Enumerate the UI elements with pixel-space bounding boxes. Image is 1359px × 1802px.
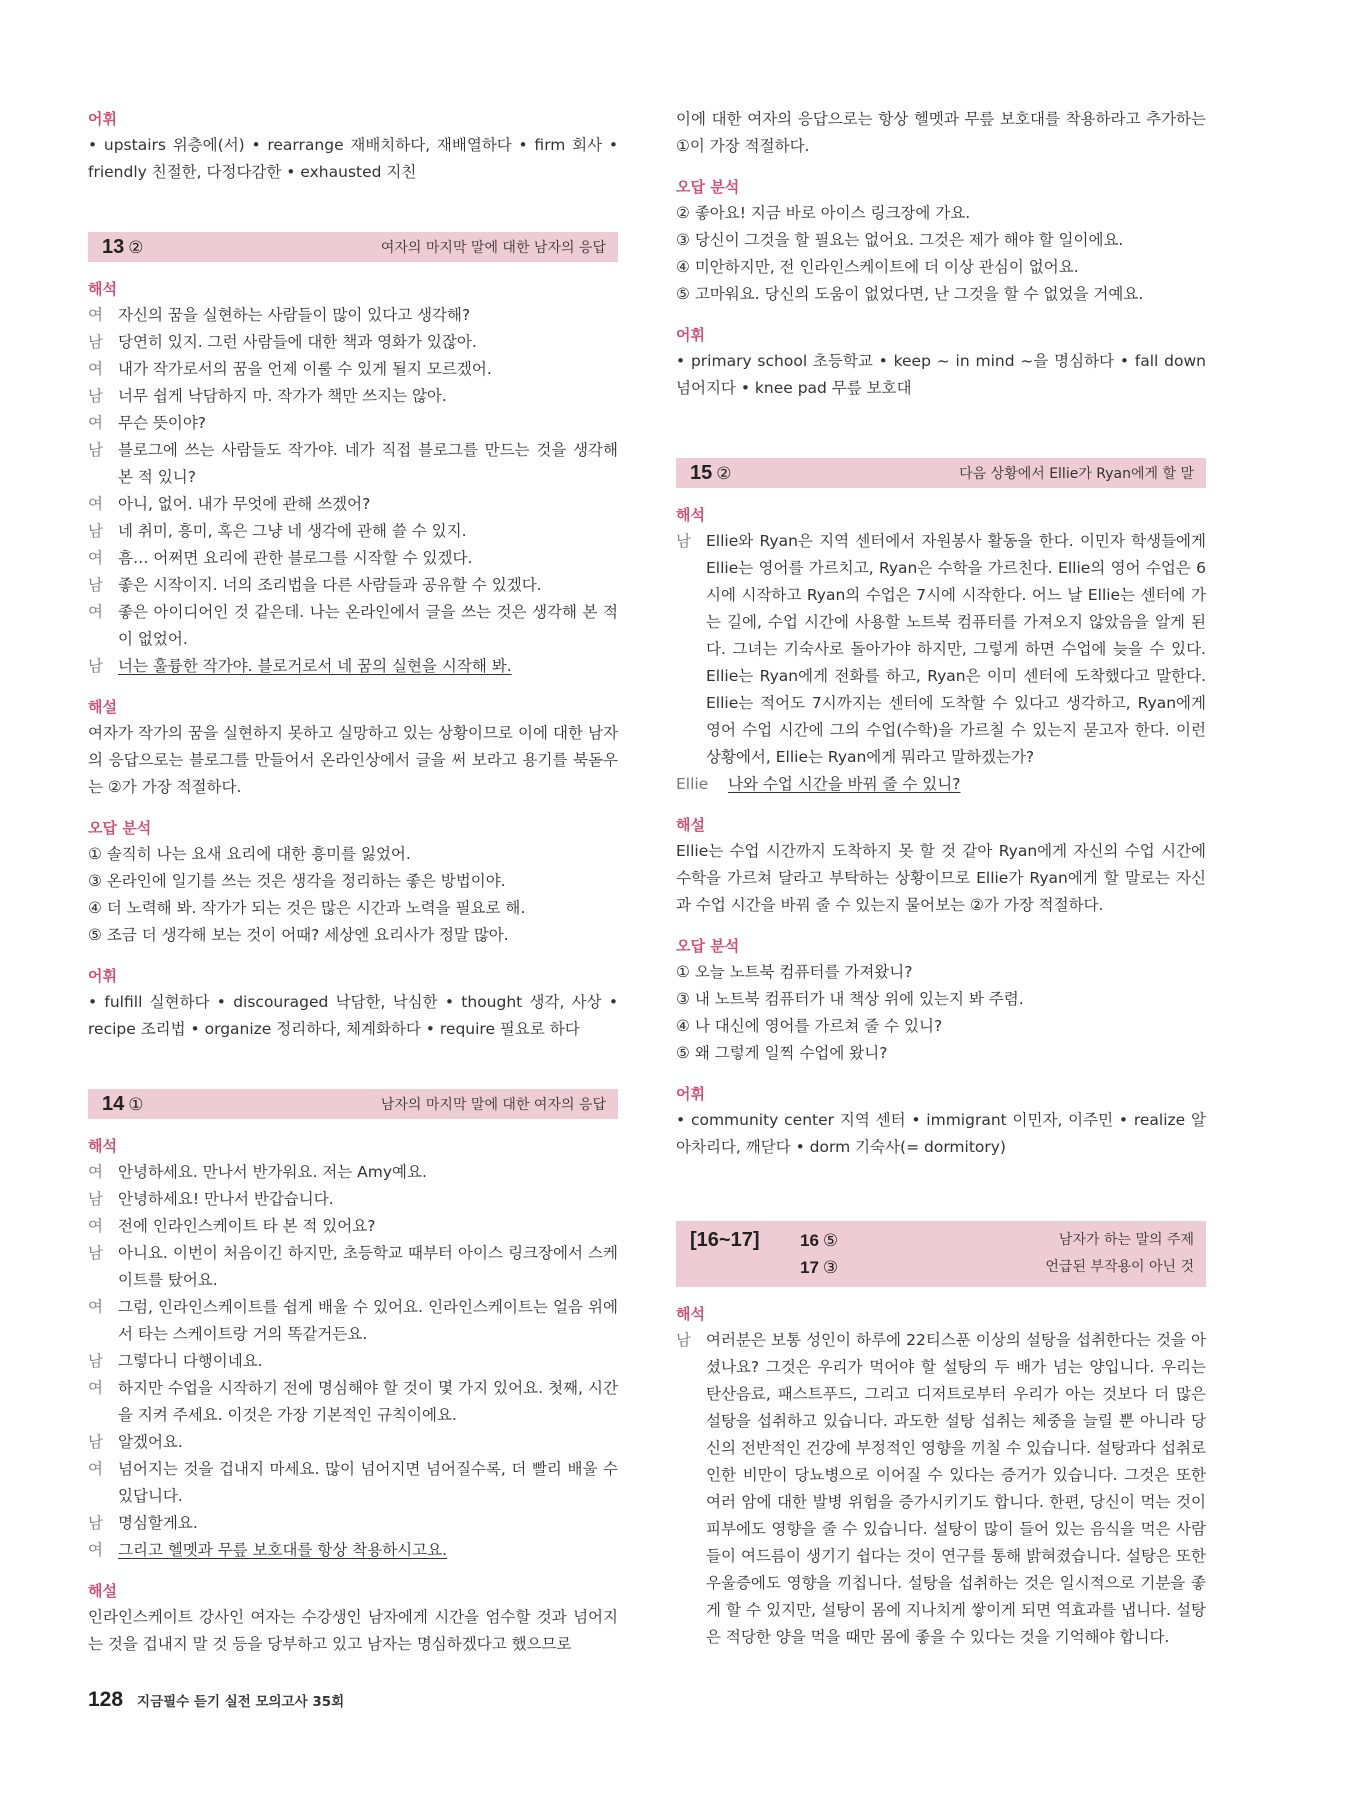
dialog-line [88, 518, 618, 545]
answer-line: 그리고 헬멧과 무릎 보호대를 항상 착용하시고요. [118, 1541, 448, 1559]
speaker: 남 [88, 1352, 103, 1370]
wrong-answer-list [88, 841, 618, 949]
wrong-answer-option: ② 좋아요! 지금 바로 아이스 링크장에 가요. [676, 204, 971, 222]
answer-mark: ② [716, 463, 732, 483]
dialog-line [88, 572, 618, 599]
dialog-line [88, 491, 618, 518]
answer-line: 나와 수업 시간을 바꿔 줄 수 있니? [728, 775, 961, 793]
speaker: 남 [88, 1433, 103, 1451]
explanation-text-continued: 이에 대한 여자의 응답으로는 항상 헬멧과 무릎 보호대를 착용하라고 추가하는 ①이 가장 적절하다. [676, 110, 1206, 155]
speaker: 여 [88, 306, 103, 324]
speaker: 남 [88, 1514, 103, 1532]
question-16-row [800, 1227, 1194, 1254]
question-15-header [676, 458, 1206, 488]
dialog-text: 그럼, 인라인스케이트를 쉽게 배울 수 있어요. 인라인스케이트는 얼음 위에서 타는 스케이트랑 거의 똑같거든요. [118, 1298, 618, 1343]
speaker: 남 [88, 1190, 103, 1208]
dialog-line [88, 1294, 618, 1348]
answer-mark: ③ [822, 1258, 839, 1277]
dialog-text: 알겠어요. [118, 1433, 183, 1451]
wrong-answer-option: ① 솔직히 나는 요새 요리에 대한 흥미를 잃었어. [88, 845, 411, 863]
speaker: 남 [88, 522, 103, 540]
dialog-line-answer [88, 1537, 618, 1564]
translation-heading: 해석 [676, 1305, 705, 1323]
dialog-text: 블로그에 쓰는 사람들도 작가야. 네가 직접 블로그를 만드는 것을 생각해 본 적 있니? [118, 441, 618, 486]
wrong-answer-heading: 오답 분석 [676, 937, 740, 955]
wrong-answer-option: ④ 미안하지만, 전 인라인스케이트에 더 이상 관심이 없어요. [676, 258, 1079, 276]
vocab-text: • upstairs 위층에(서) • rearrange 재배치하다, 재배열하다 • firm 회사 • friendly 친절한, 다정다감한 • exhausted 지친 [88, 136, 618, 181]
dialog-q14 [88, 1159, 618, 1537]
speaker: 남 [676, 532, 691, 550]
left-column [88, 106, 618, 1658]
explanation-heading: 해설 [676, 816, 705, 834]
dialog-text: 안녕하세요! 만나서 반갑습니다. [118, 1190, 334, 1208]
question-number: 16 ⑤ [800, 1231, 839, 1250]
dialog-text: 흠… 어쩌면 요리에 관한 블로그를 시작할 수 있겠다. [118, 549, 473, 567]
dialog-text: 하지만 수업을 시작하기 전에 명심해야 할 것이 몇 가지 있어요. 첫째, 시간을 지켜 주세요. 이것은 가장 기본적인 규칙이에요. [118, 1379, 618, 1424]
dialog-text: 네 취미, 흥미, 혹은 그냥 네 생각에 관해 쓸 수 있지. [118, 522, 467, 540]
speaker: 여 [88, 495, 103, 513]
speaker: 여 [88, 414, 103, 432]
speaker: 남 [88, 1244, 103, 1262]
right-column [676, 106, 1206, 1651]
speaker: 남 [88, 441, 103, 459]
dialog-line [88, 1456, 618, 1510]
dialog-text: 안녕하세요. 만나서 반가워요. 저는 Amy예요. [118, 1163, 427, 1181]
vocab-heading: 어휘 [88, 110, 117, 128]
dialog-text: 아니요. 이번이 처음이긴 하지만, 초등학교 때부터 아이스 링크장에서 스케이트를 탔어요. [118, 1244, 618, 1289]
page-footer [88, 1688, 344, 1712]
translation-heading: 해석 [676, 506, 705, 524]
question-number: 15 ② [690, 461, 732, 484]
answer-mark: ② [128, 237, 144, 257]
dialog-text: 좋은 시작이지. 너의 조리법을 다른 사람들과 공유할 수 있겠다. [118, 576, 542, 594]
wrong-answer-option: ⑤ 왜 그렇게 일찍 수업에 왔니? [676, 1044, 888, 1062]
dialog-text: 내가 작가로서의 꿈을 언제 이룰 수 있게 될지 모르겠어. [118, 360, 492, 378]
dialog-line [88, 1510, 618, 1537]
explanation-heading: 해설 [88, 698, 117, 716]
dialog-line [88, 1429, 618, 1456]
speaker: 남 [88, 333, 103, 351]
dialog-q13 [88, 302, 618, 653]
question-description: 언급된 부작용이 아닌 것 [1045, 1259, 1194, 1275]
speaker: 여 [88, 360, 103, 378]
vocab-heading: 어휘 [88, 967, 117, 985]
answer-line: 너는 훌륭한 작가야. 블로거로서 네 꿈의 실현을 시작해 봐. [118, 657, 512, 675]
vocab-text: • primary school 초등학교 • keep ~ in mind ~을 명심하다 • fall down 넘어지다 • knee pad 무릎 보호대 [676, 352, 1206, 397]
narration [676, 528, 1206, 771]
narration-text: Ellie와 Ryan은 지역 센터에서 자원봉사 활동을 한다. 이민자 학생들에게 Ellie는 영어를 가르치고, Ryan은 수학을 가르친다. Ellie의 영어 수업은 6시에 시작하고 Ryan의 수업은 7시에 시작한다. 어느 날 Ellie는 센터에 가는 길에, 수업 시간에 사용할 노트북 컴퓨터를 가져오지 않았음을 알게 된다. 그녀는 기숙사로 돌아가야 하지만, 그렇게 하면 수업에 늦을 수 있다. Ellie는 Ryan에게 전화를 하고, Ryan은 이미 센터에 도착했다고 말한다. Ellie는 적어도 7시까지는 센터에 도착할 수 있다고 생각하고, Ryan에게 영어 수업 시간에 그의 수업(수학)을 가르칠 수 있는지 묻고자 한다. 이런 상황에서, Ellie는 Ryan에게 뭐라고 말하겠는가? [706, 532, 1206, 766]
wrong-answer-option: ③ 내 노트북 컴퓨터가 내 책상 위에 있는지 봐 주렴. [676, 990, 1024, 1008]
speaker: 여 [88, 1298, 103, 1316]
question-13-header [88, 232, 618, 262]
dialog-line [88, 437, 618, 491]
wrong-answer-option: ⑤ 고마워요. 당신의 도움이 없었다면, 난 그것을 할 수 없었을 거예요. [676, 285, 1144, 303]
dialog-text: 자신의 꿈을 실현하는 사람들이 많이 있다고 생각해? [118, 306, 471, 324]
speaker: 남 [676, 1331, 691, 1349]
page-number: 128 [88, 1688, 124, 1711]
speaker: 남 [88, 576, 103, 594]
speaker: 남 [88, 657, 103, 675]
dialog-line-answer [676, 771, 1206, 798]
wrong-answer-list [676, 959, 1206, 1067]
explanation-text: 여자가 작가의 꿈을 실현하지 못하고 실망하고 있는 상황이므로 이에 대한 남자의 응답으로는 블로그를 만들어서 온라인상에서 글을 써 보라고 용기를 북돋우는 ②가 가장 적절하다. [88, 724, 618, 796]
dialog-text: 명심할게요. [118, 1514, 198, 1532]
question-number: 13 ② [102, 235, 144, 258]
explanation-text: 인라인스케이트 강사인 여자는 수강생인 남자에게 시간을 엄수할 것과 넘어지는 것을 겁내지 말 것 등을 당부하고 있고 남자는 명심하겠다고 했으므로 [88, 1608, 618, 1653]
speaker: 여 [88, 1379, 103, 1397]
dialog-line [88, 1240, 618, 1294]
wrong-answer-option: ① 오늘 노트북 컴퓨터를 가져왔니? [676, 963, 913, 981]
speaker: Ellie [676, 775, 709, 793]
speaker: 여 [88, 1460, 103, 1478]
dialog-line [88, 545, 618, 572]
question-description: 다음 상황에서 Ellie가 Ryan에게 할 말 [959, 466, 1194, 482]
dialog-line [88, 383, 618, 410]
wrong-answer-option: ④ 나 대신에 영어를 가르쳐 줄 수 있니? [676, 1017, 943, 1035]
dialog-text: 좋은 아이디어인 것 같은데. 나는 온라인에서 글을 쓰는 것은 생각해 본 적이 없었어. [118, 603, 618, 648]
explanation-heading: 해설 [88, 1582, 117, 1600]
narration-text: 여러분은 보통 성인이 하루에 22티스푼 이상의 설탕을 섭취한다는 것을 아셨나요? 그것은 우리가 먹어야 할 설탕의 두 배가 넘는 양입니다. 우리는 탄산음료, 패스트푸드, 그리고 디저트로부터 우리가 아는 것보다 더 많은 설탕을 섭취하고 있습니다. 과도한 설탕 섭취는 체중을 늘릴 뿐 아니라 당신의 전반적인 건강에 부정적인 영향을 끼칠 수 있습니다. 설탕과다 섭취로 인한 비만이 당뇨병으로 이어질 수 있다는 증거가 있습니다. 그것은 또한 여러 암에 대한 발병 위험을 증가시키기도 합니다. 한편, 당신이 먹는 것이 피부에도 영향을 줄 수 있습니다. 설탕이 많이 들어 있는 음식을 먹은 사람들이 여드름이 생기기 쉽다는 것이 연구를 통해 밝혀졌습니다. 설탕은 또한 우울증에도 영향을 끼칩니다. 설탕을 섭취하는 것은 일시적으로 기분을 좋게 할 수 있지만, 설탕이 몸에 지나치게 쌓이게 되면 역효과를 냅니다. 설탕은 적당한 양을 먹을 때만 몸에 좋을 수 있다는 것을 기억해야 합니다. [706, 1331, 1206, 1646]
question-number: 14 ① [102, 1092, 144, 1115]
dialog-text: 넘어지는 것을 겁내지 마세요. 많이 넘어지면 넘어질수록, 더 빨리 배울 수 있답니다. [118, 1460, 618, 1505]
dialog-line [88, 1213, 618, 1240]
dialog-text: 아니, 없어. 내가 무엇에 관해 쓰겠어? [118, 495, 371, 513]
wrong-answer-option: ③ 온라인에 일기를 쓰는 것은 생각을 정리하는 좋은 방법이야. [88, 872, 506, 890]
speaker: 여 [88, 603, 103, 621]
dialog-line [88, 1375, 618, 1429]
question-range: [16~17] [690, 1229, 760, 1251]
vocab-heading: 어휘 [676, 326, 705, 344]
dialog-line [88, 329, 618, 356]
question-14-header [88, 1089, 618, 1119]
translation-heading: 해석 [88, 280, 117, 298]
dialog-line [88, 1159, 618, 1186]
question-17-row [800, 1254, 1194, 1281]
speaker: 남 [88, 387, 103, 405]
dialog-text: 너무 쉽게 낙담하지 마. 작가가 책만 쓰지는 않아. [118, 387, 447, 405]
dialog-line [88, 410, 618, 437]
dialog-line [88, 1348, 618, 1375]
question-16-17-header [676, 1221, 1206, 1287]
wrong-answer-option: ③ 당신이 그것을 할 필요는 없어요. 그것은 제가 해야 할 일이에요. [676, 231, 1124, 249]
wrong-answer-list [676, 200, 1206, 308]
question-description: 여자의 마지막 말에 대한 남자의 응답 [380, 240, 606, 256]
dialog-line [88, 599, 618, 653]
question-number: 17 ③ [800, 1258, 839, 1277]
explanation-text: Ellie는 수업 시간까지 도착하지 못 할 것 같아 Ryan에게 자신의 수업 시간에 수학을 가르쳐 달라고 부탁하는 상황이므로 Ellie가 Ryan에게 할 말로는 자신과 수업 시간을 바꿔 줄 수 있는지 물어보는 ②가 가장 적절하다. [676, 842, 1206, 914]
dialog-line [88, 302, 618, 329]
question-description: 남자의 마지막 말에 대한 여자의 응답 [380, 1097, 606, 1113]
narration [676, 1327, 1206, 1651]
question-description: 남자가 하는 말의 주제 [1058, 1232, 1194, 1248]
vocab-text: • fulfill 실현하다 • discouraged 낙담한, 낙심한 • thought 생각, 사상 • recipe 조리법 • organize 정리하다, 체계화하다 • require 필요로 하다 [88, 993, 618, 1038]
book-title: 지금필수 듣기 실전 모의고사 35회 [137, 1694, 345, 1710]
speaker: 여 [88, 549, 103, 567]
wrong-answer-heading: 오답 분석 [88, 819, 152, 837]
dialog-line [88, 356, 618, 383]
speaker: 여 [88, 1217, 103, 1235]
dialog-line [88, 1186, 618, 1213]
dialog-text: 당연히 있지. 그런 사람들에 대한 책과 영화가 있잖아. [118, 333, 477, 351]
translation-heading: 해석 [88, 1137, 117, 1155]
answer-mark: ⑤ [822, 1231, 839, 1250]
dialog-text: 무슨 뜻이야? [118, 414, 207, 432]
dialog-text: 그렇다니 다행이네요. [118, 1352, 263, 1370]
vocab-heading: 어휘 [676, 1085, 705, 1103]
wrong-answer-option: ④ 더 노력해 봐. 작가가 되는 것은 많은 시간과 노력을 필요로 해. [88, 899, 526, 917]
speaker: 여 [88, 1541, 103, 1559]
answer-mark: ① [128, 1094, 144, 1114]
wrong-answer-option: ⑤ 조금 더 생각해 보는 것이 어때? 세상엔 요리사가 정말 많아. [88, 926, 509, 944]
dialog-text: 전에 인라인스케이트 타 본 적 있어요? [118, 1217, 376, 1235]
speaker: 여 [88, 1163, 103, 1181]
wrong-answer-heading: 오답 분석 [676, 178, 740, 196]
dialog-line-answer [88, 653, 618, 680]
vocab-text: • community center 지역 센터 • immigrant 이민자, 이주민 • realize 알아차리다, 깨닫다 • dorm 기숙사(= dormitory) [676, 1111, 1206, 1156]
